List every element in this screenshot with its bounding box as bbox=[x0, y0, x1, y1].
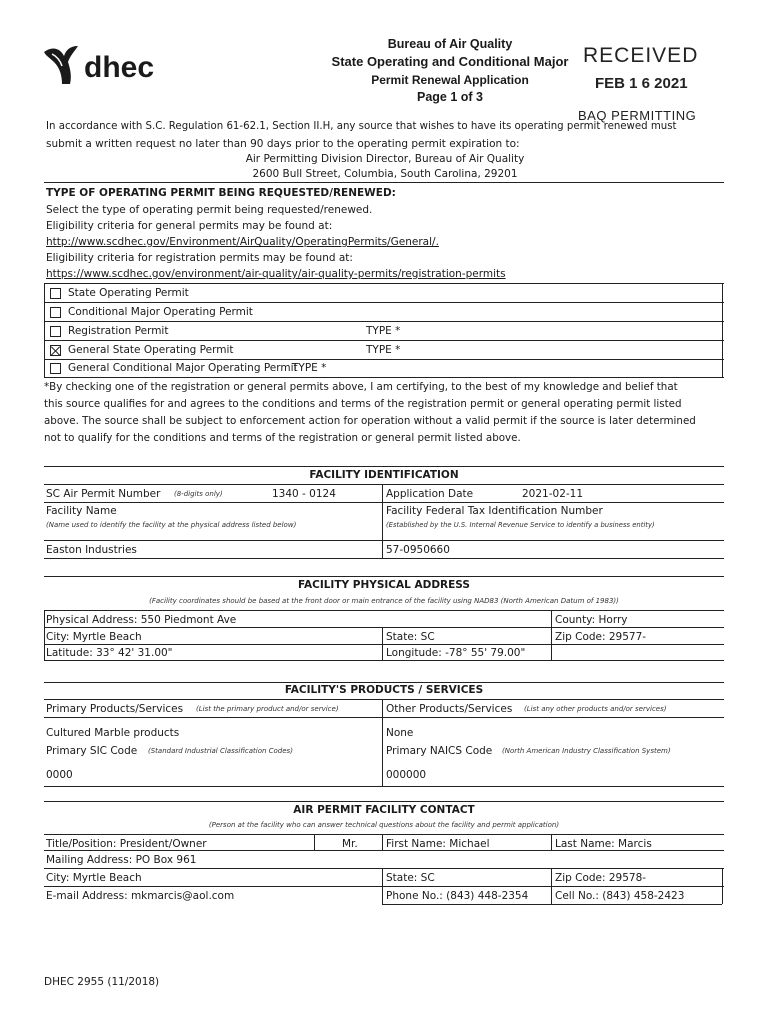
registration-permits-link[interactable]: https://www.scdhec.gov/environment/air-quality/air-quality-permits/registration-permits bbox=[46, 268, 506, 280]
county-value[interactable]: County: Horry bbox=[555, 614, 628, 626]
primary-products-label: Primary Products/Services bbox=[46, 703, 184, 715]
form-number: DHEC 2955 (11/2018) bbox=[44, 976, 160, 988]
header-line-1: Bureau of Air Quality bbox=[387, 37, 513, 51]
permit-number-label: SC Air Permit Number bbox=[46, 488, 161, 500]
certify-line-3: above. The source shall be subject to enforcement action for operation without a valid permit if the source is later determined bbox=[44, 415, 696, 427]
contact-state[interactable]: State: SC bbox=[386, 872, 435, 884]
state-value[interactable]: State: SC bbox=[386, 631, 435, 643]
general-conditional-major-permit-checkbox[interactable] bbox=[50, 363, 61, 374]
other-products-note: (List any other products and/or services) bbox=[524, 705, 667, 713]
header-line-3: Permit Renewal Application bbox=[371, 73, 529, 87]
other-products-value[interactable]: None bbox=[386, 727, 414, 739]
header-line-2: State Operating and Conditional Major bbox=[331, 54, 569, 69]
option-type-general-state: TYPE * bbox=[366, 344, 401, 356]
certify-line-4: not to qualify for the conditions and terms of the registration or general permit listed above. bbox=[44, 432, 521, 444]
option-type-registration: TYPE * bbox=[366, 325, 401, 337]
header-line-4: Page 1 of 3 bbox=[417, 90, 483, 104]
dhec-logo bbox=[40, 42, 170, 88]
primary-products-value[interactable]: Cultured Marble products bbox=[46, 727, 180, 739]
logo-text: dhec bbox=[84, 51, 155, 84]
conditional-major-permit-checkbox[interactable] bbox=[50, 307, 61, 318]
primary-sic-value[interactable]: 0000 bbox=[46, 769, 73, 781]
application-date-label: Application Date bbox=[386, 488, 474, 500]
intro-line-3: Air Permitting Division Director, Bureau of Air Quality bbox=[245, 153, 525, 165]
contact-zip[interactable]: Zip Code: 29578- bbox=[555, 872, 647, 884]
contact-phone[interactable]: Phone No.: (843) 448-2354 bbox=[386, 890, 529, 902]
permit-number-value[interactable]: 1340 - 0124 bbox=[272, 488, 336, 500]
certify-line-1: *By checking one of the registration or general permits above, I am certifying, to the best of my knowledge and belief that bbox=[44, 381, 678, 393]
general-state-operating-permit-checkbox[interactable] bbox=[50, 345, 61, 356]
permit-number-note: (8-digits only) bbox=[174, 490, 223, 498]
option-label-general-conditional: General Conditional Major Operating Permit bbox=[68, 362, 298, 374]
city-value[interactable]: City: Myrtle Beach bbox=[46, 631, 142, 643]
intro-line-4: 2600 Bull Street, Columbia, South Carolina, 29201 bbox=[252, 168, 518, 180]
products-services-title: FACILITY'S PRODUCTS / SERVICES bbox=[284, 684, 484, 696]
contact-title-position[interactable]: Title/Position: President/Owner bbox=[46, 838, 207, 850]
general-permits-link[interactable]: http://www.scdhec.gov/Environment/AirQuality/OperatingPermits/General/. bbox=[46, 236, 439, 248]
facility-contact-title: AIR PERMIT FACILITY CONTACT bbox=[293, 804, 475, 816]
contact-mailing-address[interactable]: Mailing Address: PO Box 961 bbox=[46, 854, 197, 866]
permit-type-title: TYPE OF OPERATING PERMIT BEING REQUESTED/RENEWED: bbox=[46, 187, 396, 199]
option-label-registration: Registration Permit bbox=[68, 325, 169, 337]
application-date-value[interactable]: 2021-02-11 bbox=[522, 488, 584, 500]
primary-naics-value[interactable]: 000000 bbox=[386, 769, 427, 781]
option-label-conditional-major: Conditional Major Operating Permit bbox=[68, 306, 253, 318]
contact-email[interactable]: E-mail Address: mkmarcis@aol.com bbox=[46, 890, 235, 902]
primary-products-note: (List the primary product and/or service) bbox=[196, 705, 339, 713]
contact-last-name[interactable]: Last Name: Marcis bbox=[555, 838, 652, 850]
registration-permit-checkbox[interactable] bbox=[50, 326, 61, 337]
primary-naics-note: (North American Industry Classification System) bbox=[502, 747, 671, 755]
coordinates-note: (Facility coordinates should be based at the front door or main entrance of the facility using NAD83 (North American Datum of 1983)) bbox=[149, 597, 619, 605]
longitude-value[interactable]: Longitude: -78° 55' 79.00" bbox=[386, 647, 526, 659]
received-office: BAQ PERMITTING bbox=[578, 108, 697, 123]
option-label-general-state: General State Operating Permit bbox=[68, 344, 234, 356]
palmetto-logo-icon bbox=[40, 42, 86, 86]
facility-name-label: Facility Name bbox=[46, 505, 117, 517]
intro-line-1: In accordance with S.C. Regulation 61-62.1, Section II.H, any source that wishes to have its operating permit renewed must bbox=[46, 121, 677, 132]
intro-line-2: submit a written request no later than 90 days prior to the operating permit expiration to: bbox=[46, 138, 520, 150]
permit-type-line-3: Eligibility criteria for registration permits may be found at: bbox=[46, 252, 353, 264]
facility-identification-title: FACILITY IDENTIFICATION bbox=[309, 469, 459, 481]
facility-contact-note: (Person at the facility who can answer technical questions about the facility and permit application) bbox=[208, 821, 560, 829]
other-products-label: Other Products/Services bbox=[386, 703, 513, 715]
contact-city[interactable]: City: Myrtle Beach bbox=[46, 872, 142, 884]
contact-cell[interactable]: Cell No.: (843) 458-2423 bbox=[555, 890, 685, 902]
received-stamp: RECEIVED bbox=[583, 44, 699, 67]
permit-type-line-1: Select the type of operating permit being requested/renewed. bbox=[46, 204, 373, 216]
tax-id-value[interactable]: 57-0950660 bbox=[386, 544, 450, 556]
contact-salutation[interactable]: Mr. bbox=[342, 838, 358, 850]
received-date: FEB 1 6 2021 bbox=[595, 75, 688, 92]
contact-first-name[interactable]: First Name: Michael bbox=[386, 838, 490, 850]
option-type-general-conditional: TYPE * bbox=[292, 362, 327, 374]
tax-id-note: (Established by the U.S. Internal Revenue Service to identify a business entity) bbox=[386, 521, 655, 529]
facility-name-note: (Name used to identify the facility at the physical address listed below) bbox=[46, 521, 297, 529]
certify-line-2: this source qualifies for and agrees to the conditions and terms of the registration permit or general operating permit listed bbox=[44, 398, 682, 410]
permit-type-line-2: Eligibility criteria for general permits may be found at: bbox=[46, 220, 333, 232]
latitude-value[interactable]: Latitude: 33° 42' 31.00" bbox=[46, 647, 173, 659]
option-label-state-operating: State Operating Permit bbox=[68, 287, 189, 299]
state-operating-permit-checkbox[interactable] bbox=[50, 288, 61, 299]
primary-sic-label: Primary SIC Code bbox=[46, 745, 138, 757]
facility-name-value[interactable]: Easton Industries bbox=[46, 544, 137, 556]
physical-address-title: FACILITY PHYSICAL ADDRESS bbox=[298, 579, 470, 591]
zip-value[interactable]: Zip Code: 29577- bbox=[555, 631, 647, 643]
tax-id-label: Facility Federal Tax Identification Number bbox=[386, 505, 603, 517]
primary-sic-note: (Standard Industrial Classification Codes) bbox=[148, 747, 293, 755]
primary-naics-label: Primary NAICS Code bbox=[386, 745, 493, 757]
physical-address-value[interactable]: Physical Address: 550 Piedmont Ave bbox=[46, 614, 237, 626]
